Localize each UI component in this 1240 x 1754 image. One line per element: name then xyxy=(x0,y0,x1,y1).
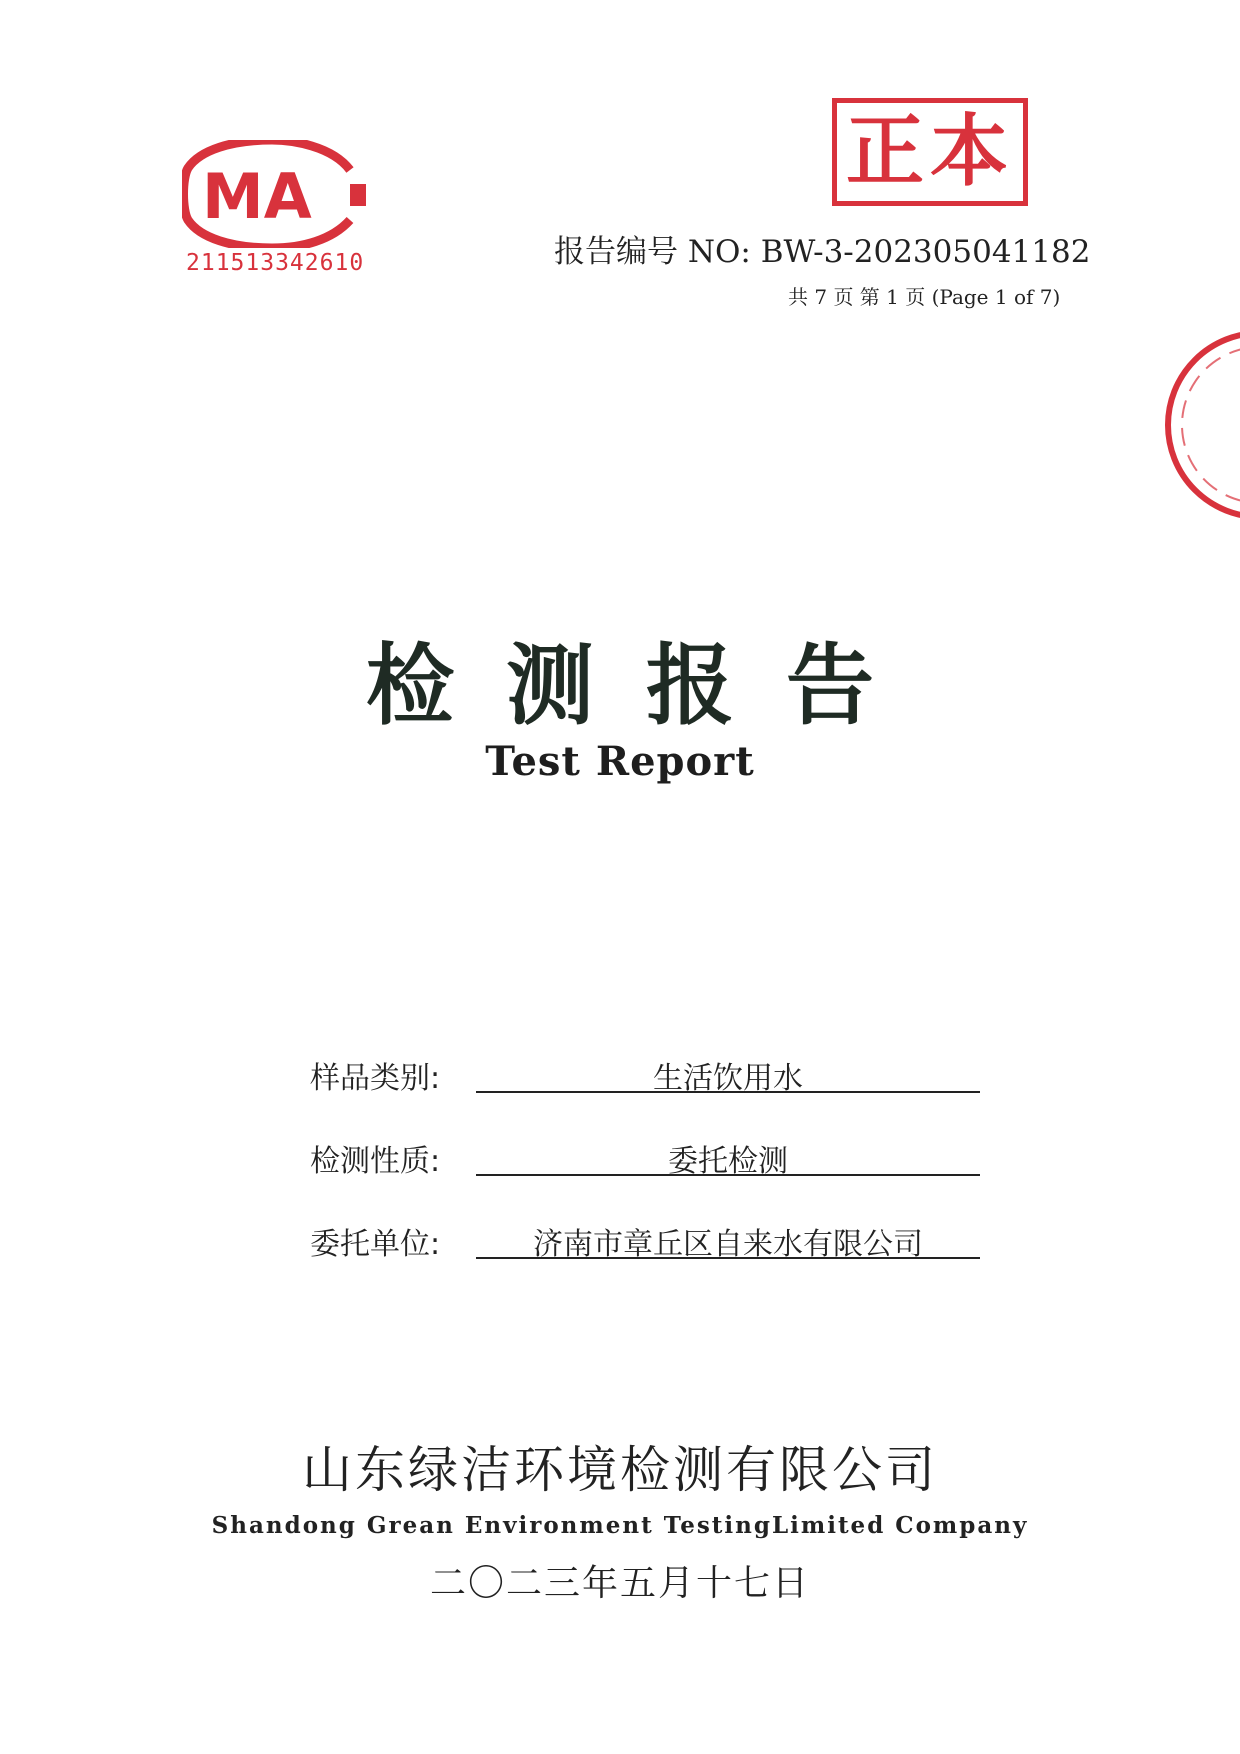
field-label: 样品类别: xyxy=(310,1061,441,1096)
report-number xyxy=(554,226,1090,271)
report-number-value: BW-3-202305041182 xyxy=(760,234,1091,270)
field-value: 生活饮用水 xyxy=(653,1061,803,1096)
field-underline xyxy=(476,1091,980,1093)
field-label: 委托单位: xyxy=(310,1227,441,1262)
company-name-cn: 山东绿洁环境检测有限公司 xyxy=(302,1441,938,1499)
original-copy-stamp xyxy=(832,98,1028,206)
field-value: 委托检测 xyxy=(668,1144,788,1179)
cma-certificate-number: 211513342610 xyxy=(186,250,365,276)
report-number-label: 报告编号 NO: xyxy=(554,234,751,270)
svg-text:MA: MA xyxy=(202,160,312,233)
field-underline xyxy=(476,1257,980,1259)
field-value: 济南市章丘区自来水有限公司 xyxy=(533,1227,923,1262)
page-info: 共 7 页 第 1 页 (Page 1 of 7) xyxy=(788,285,1061,309)
field-underline xyxy=(476,1174,980,1176)
company-seal-partial xyxy=(1160,325,1240,525)
report-title: 检测报告 xyxy=(365,633,926,737)
field-label: 检测性质: xyxy=(310,1144,441,1179)
company-name-en: Shandong Grean Environment TestingLimited Company xyxy=(211,1512,1029,1539)
report-date: 二〇二三年五月十七日 xyxy=(429,1563,810,1604)
cma-certification-logo xyxy=(182,140,372,248)
original-copy-stamp-text: 正本 xyxy=(845,107,1014,197)
report-subtitle: Test Report xyxy=(485,738,755,785)
